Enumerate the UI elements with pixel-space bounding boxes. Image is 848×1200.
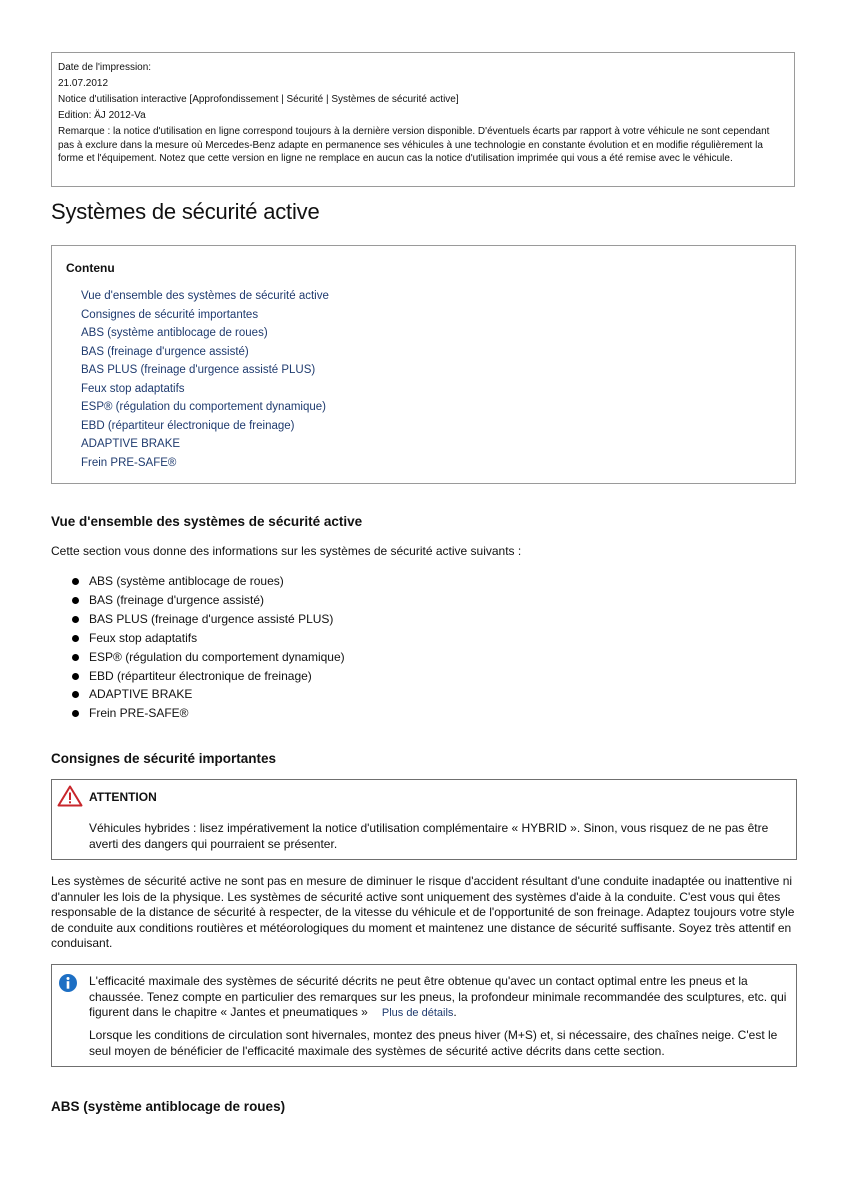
list-item: [72, 629, 345, 648]
print-date-value: 21.07.2012: [58, 78, 109, 89]
abs-heading: ABS (système antiblocage de roues): [51, 1099, 286, 1114]
list-item: [72, 591, 345, 610]
toc-link-esp[interactable]: ESP® (régulation du comportement dynamique): [81, 401, 326, 413]
page-title: Systèmes de sécurité active: [51, 199, 320, 224]
toc-link-abs[interactable]: ABS (système antiblocage de roues): [81, 327, 268, 339]
toc-link-safety[interactable]: Consignes de sécurité importantes: [81, 308, 259, 321]
notice-breadcrumb: Notice d'utilisation interactive [Approfondissement | Sécurité | Systèmes de sécurité active]: [58, 94, 459, 105]
info-box: [51, 964, 797, 1067]
remark-text: Remarque : la notice d'utilisation en ligne correspond toujours à la dernière version disponible. D'éventuels écarts par rapport à votre véhicule ne sont cependant pas à exclure dans la mesure où Mercedes-Benz adapte en permanence ses véhicules à une technologie en constante évolution et en modifie régulièrement la forme et l'équipement. Notez que cette version en ligne ne remplace en aucun cas la notice d'utilisation imprimée qui vous a été remise avec le véhicule.: [58, 126, 770, 164]
toc-item: [81, 324, 329, 343]
toc-link-brake-lights[interactable]: Feux stop adaptatifs: [81, 382, 185, 395]
toc-link-bas[interactable]: BAS (freinage d'urgence assisté): [81, 345, 249, 358]
bullet-icon: [72, 597, 79, 604]
bullet-icon: [72, 578, 79, 585]
info-paragraph-tyres-text: L'efficacité maximale des systèmes de sécurité décrits ne peut être obtenue qu'avec un contact optimal entre les pneus et la chaussée. Tenez compte en particulier des remarques sur les pneus, la profondeur minimale recommandée des sculptures, etc. qui figurent dans le chapitre « Jantes et pneumatiques »: [89, 974, 787, 1020]
bullet-icon: [72, 710, 79, 717]
toc-item: [81, 435, 329, 454]
list-item-label: ESP® (régulation du comportement dynamique): [89, 649, 345, 664]
toc-item: [81, 454, 329, 473]
overview-intro: Cette section vous donne des informations sur les systèmes de sécurité active suivants :: [51, 544, 522, 558]
list-item-label: ADAPTIVE BRAKE: [89, 687, 193, 702]
toc-list: [81, 287, 329, 472]
toc-item: [81, 287, 329, 306]
toc-item: [81, 417, 329, 436]
overview-bullet-list: [72, 572, 345, 723]
toc-title: Contenu: [66, 261, 115, 275]
list-item: [72, 667, 345, 686]
list-item: [72, 685, 345, 704]
link-suffix: .: [453, 1005, 457, 1020]
bullet-icon: [72, 635, 79, 642]
print-date-label: Date de l'impression:: [58, 62, 152, 73]
toc-link-bas-plus[interactable]: BAS PLUS (freinage d'urgence assisté PLUS): [81, 364, 316, 376]
bullet-icon: [72, 654, 79, 661]
list-item-label: BAS PLUS (freinage d'urgence assisté PLUS): [89, 611, 334, 626]
warning-text: Véhicules hybrides : lisez impérativement la notice d'utilisation complémentaire « HYBRID ». Sinon, vous risquez de ne pas être averti des dangers qui pourraient se présenter.: [89, 821, 769, 851]
info-paragraph-tyres: [89, 974, 789, 1022]
warning-box: [51, 779, 797, 860]
toc-box: [51, 245, 796, 484]
list-item-label: Frein PRE-SAFE®: [89, 706, 189, 721]
list-item: [72, 572, 345, 591]
print-header-box: [51, 52, 795, 187]
bullet-icon: [72, 673, 79, 680]
info-icon: [58, 973, 78, 993]
bullet-icon: [72, 616, 79, 623]
list-item-label: Feux stop adaptatifs: [89, 630, 198, 645]
toc-link-adaptive-brake[interactable]: ADAPTIVE BRAKE: [81, 438, 181, 450]
toc-link-ebd[interactable]: EBD (répartiteur électronique de freinage): [81, 419, 295, 432]
safety-heading: Consignes de sécurité importantes: [51, 751, 277, 766]
toc-item: [81, 398, 329, 417]
overview-heading: Vue d'ensemble des systèmes de sécurité active: [51, 514, 363, 529]
edition-label: Edition: ÄJ 2012-Va: [58, 110, 146, 121]
list-item-label: BAS (freinage d'urgence assisté): [89, 592, 265, 607]
info-paragraph-winter: Lorsque les conditions de circulation sont hivernales, montez des pneus hiver (M+S) et, si nécessaire, des chaînes neige. C'est le seul moyen de bénéficier de l'efficacité maximale des systèmes de sécurité active décrits dans cette section.: [89, 1028, 778, 1058]
list-item: [72, 704, 345, 723]
warning-title: ATTENTION: [89, 790, 157, 804]
toc-item: [81, 343, 329, 362]
more-details-link[interactable]: Plus de détails: [381, 1007, 454, 1020]
list-item: [72, 610, 345, 629]
list-item-label: ABS (système antiblocage de roues): [89, 574, 284, 588]
bullet-icon: [72, 691, 79, 698]
toc-item: [81, 380, 329, 399]
toc-item: [81, 361, 329, 380]
list-item: [72, 648, 345, 667]
toc-link-overview[interactable]: Vue d'ensemble des systèmes de sécurité active: [81, 290, 329, 302]
safety-paragraph: Les systèmes de sécurité active ne sont pas en mesure de diminuer le risque d'accident résultant d'une conduite inadaptée ou inattentive ni d'annuler les lois de la physique. Les systèmes de sécurité active sont uniquement des systèmes d'aide à la conduite. C'est vous qui êtes responsable de la distance de sécurité à respecter, de la vitesse du véhicule et de l'opportunité de son freinage. Adaptez toujours votre style de conduite aux conditions routières et météorologiques du moment et maintenez une distance de sécurité suffisante. Soyez très attentif en conduisant.: [51, 874, 795, 951]
toc-item: [81, 306, 329, 325]
warning-triangle-icon: [57, 785, 83, 807]
toc-link-pre-safe[interactable]: Frein PRE-SAFE®: [81, 456, 177, 469]
list-item-label: EBD (répartiteur électronique de freinage): [89, 668, 312, 683]
